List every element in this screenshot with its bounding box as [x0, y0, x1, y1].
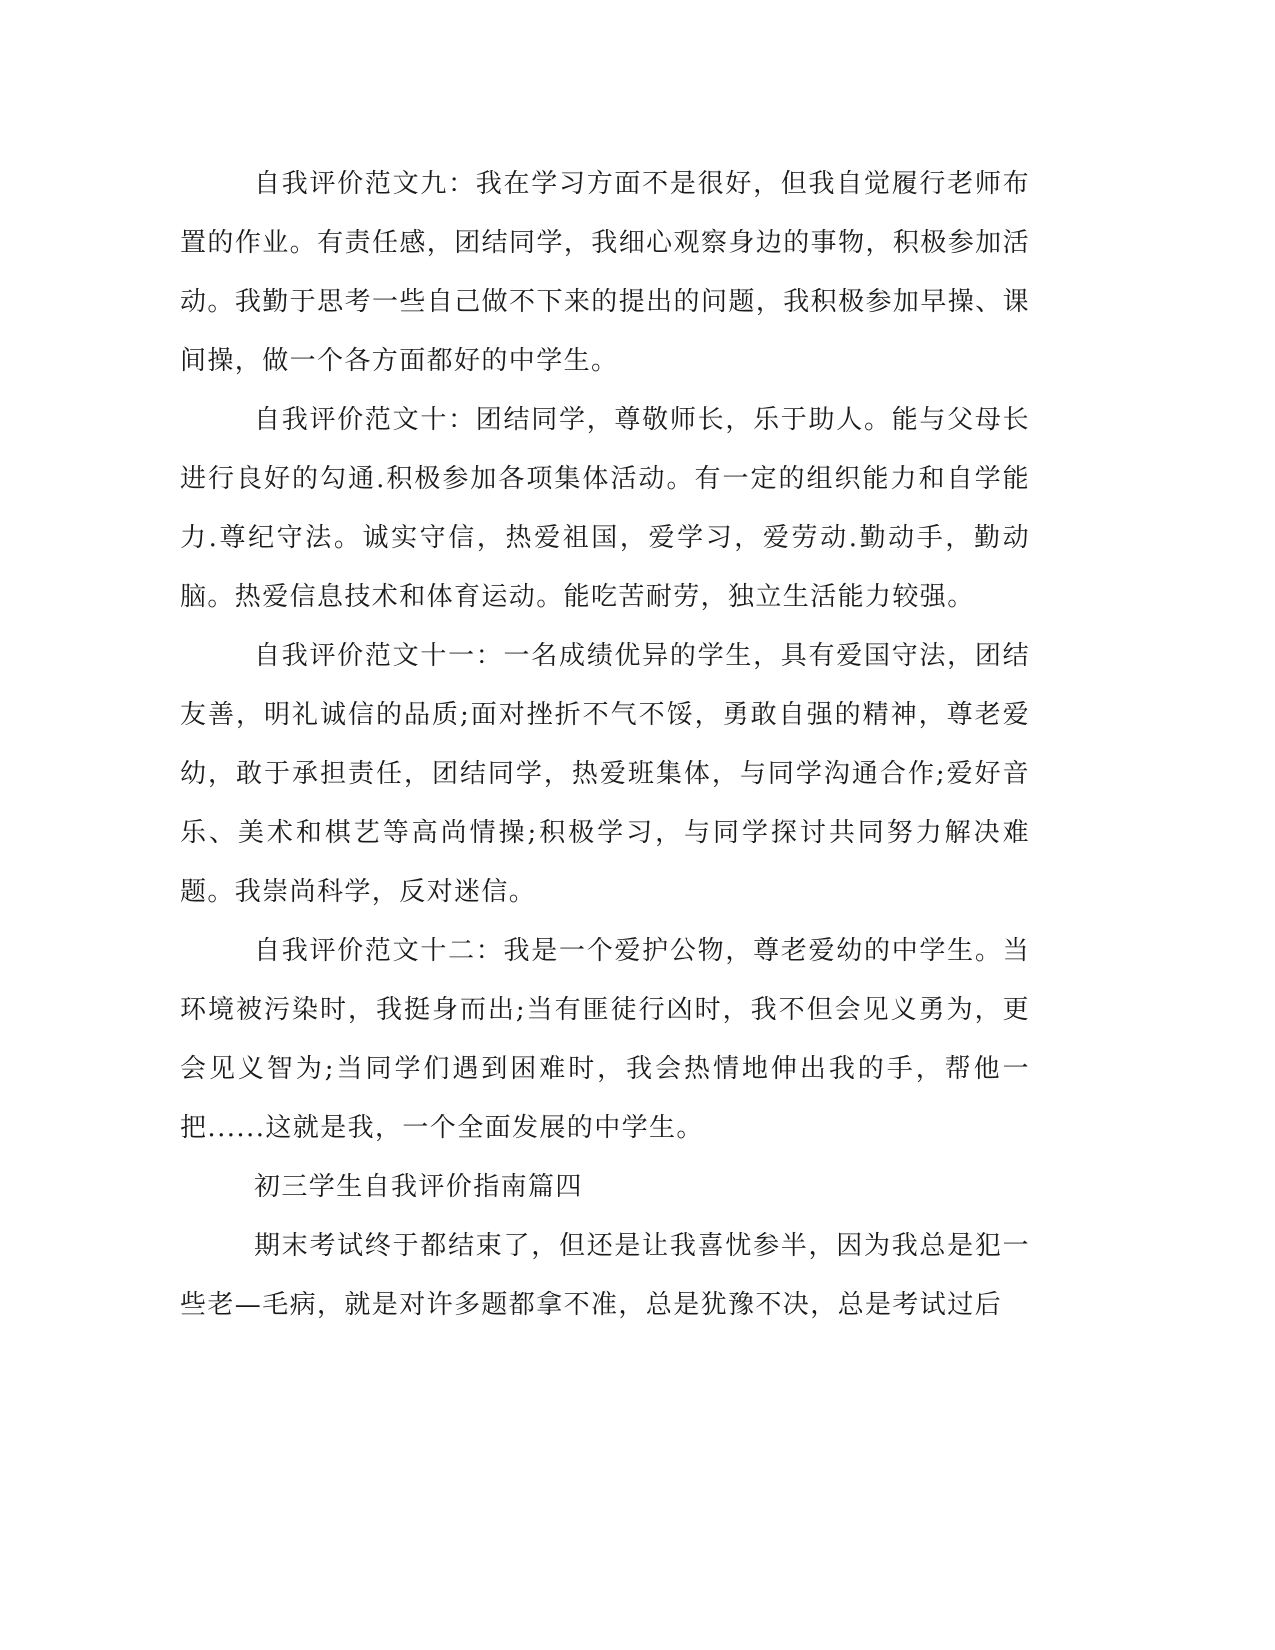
paragraph-essay-10: 自我评价范文十：团结同学，尊敬师长，乐于助人。能与父母长进行良好的勾通.积极参加各项集体活动。有一定的组织能力和自学能力.尊纪守法。诚实守信，热爱祖国，爱学习，爱劳动.勤动手，勤动脑。热爱信息技术和体育运动。能吃苦耐劳，独立生活能力较强。	[180, 405, 1030, 612]
paragraph-essay-12: 自我评价范文十二：我是一个爱护公物，尊老爱幼的中学生。当环境被污染时，我挺身而出;当有匪徒行凶时，我不但会见义勇为，更会见义智为;当同学们遇到困难时，我会热情地伸出我的手，帮他一把......这就是我，一个全面发展的中学生。	[180, 936, 1030, 1143]
paragraph-final-exam: 期末考试终于都结束了，但还是让我喜忧参半，因为我总是犯一些老—毛病，就是对许多题都拿不准，总是犹豫不决，总是考试过后	[180, 1231, 1030, 1320]
section-heading: 初三学生自我评价指南篇四	[254, 1172, 583, 1202]
paragraph-essay-9: 自我评价范文九：我在学习方面不是很好，但我自觉履行老师布置的作业。有责任感，团结同学，我细心观察身边的事物，积极参加活动。我勤于思考一些自己做不下来的提出的问题，我积极参加早操、课间操，做一个各方面都好的中学生。	[180, 169, 1030, 376]
document-page	[180, 155, 1030, 1335]
paragraph-essay-11: 自我评价范文十一：一名成绩优异的学生，具有爱国守法，团结友善，明礼诚信的品质;面对挫折不气不馁，勇敢自强的精神，尊老爱幼，敢于承担责任，团结同学，热爱班集体，与同学沟通合作;爱好音乐、美术和棋艺等高尚情操;积极学习，与同学探讨共同努力解决难题。我崇尚科学，反对迷信。	[180, 641, 1030, 907]
